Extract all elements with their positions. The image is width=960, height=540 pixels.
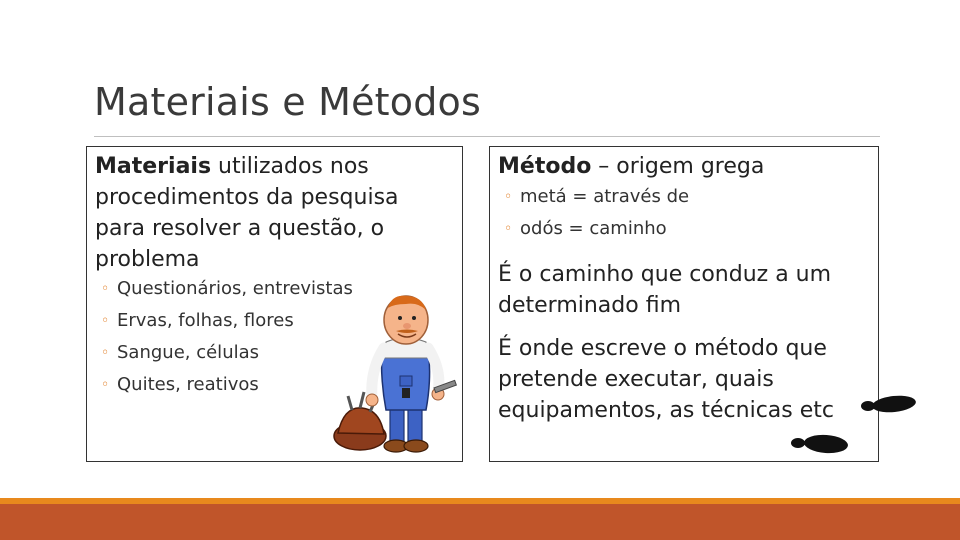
method-heading-rest: – origem grega — [591, 154, 765, 179]
method-heading — [498, 151, 764, 182]
footer-bar — [0, 504, 960, 540]
circle-bullet-icon: ◦ — [101, 377, 110, 393]
method-heading-bold: Método — [498, 154, 592, 179]
list-item — [101, 369, 353, 401]
circle-bullet-icon: ◦ — [504, 189, 513, 205]
materials-intro — [95, 151, 455, 275]
worker-with-tools-icon — [330, 288, 460, 462]
list-item-label: metá = através de — [520, 186, 690, 207]
method-definition: É o caminho que conduz a um determinado fim — [498, 262, 832, 318]
materials-list — [101, 273, 353, 401]
circle-bullet-icon: ◦ — [101, 281, 110, 297]
circle-bullet-icon: ◦ — [101, 313, 110, 329]
list-item — [101, 273, 353, 305]
circle-bullet-icon: ◦ — [504, 221, 513, 237]
footprints-icon — [780, 388, 920, 462]
method-description: É onde escreve o método que pretende executar, quais equipamentos, as técnicas etc — [498, 336, 834, 423]
list-item — [504, 181, 689, 213]
list-item-label: odós = caminho — [520, 218, 667, 239]
materials-intro-bold: Materiais — [95, 154, 212, 179]
list-item-label: Sangue, células — [117, 342, 260, 363]
title-divider — [94, 136, 880, 137]
list-item-label: Questionários, entrevistas — [117, 278, 353, 299]
list-item — [101, 305, 353, 337]
circle-bullet-icon: ◦ — [101, 345, 110, 361]
method-origin-list — [504, 181, 689, 245]
slide-title: Materiais e Métodos — [94, 80, 481, 124]
materials-intro-rest: utilizados nos procedimentos da pesquisa para resolver a questão, o problema — [95, 154, 399, 272]
list-item-label: Quites, reativos — [117, 374, 259, 395]
list-item — [504, 213, 689, 245]
list-item — [101, 337, 353, 369]
list-item-label: Ervas, folhas, flores — [117, 310, 294, 331]
